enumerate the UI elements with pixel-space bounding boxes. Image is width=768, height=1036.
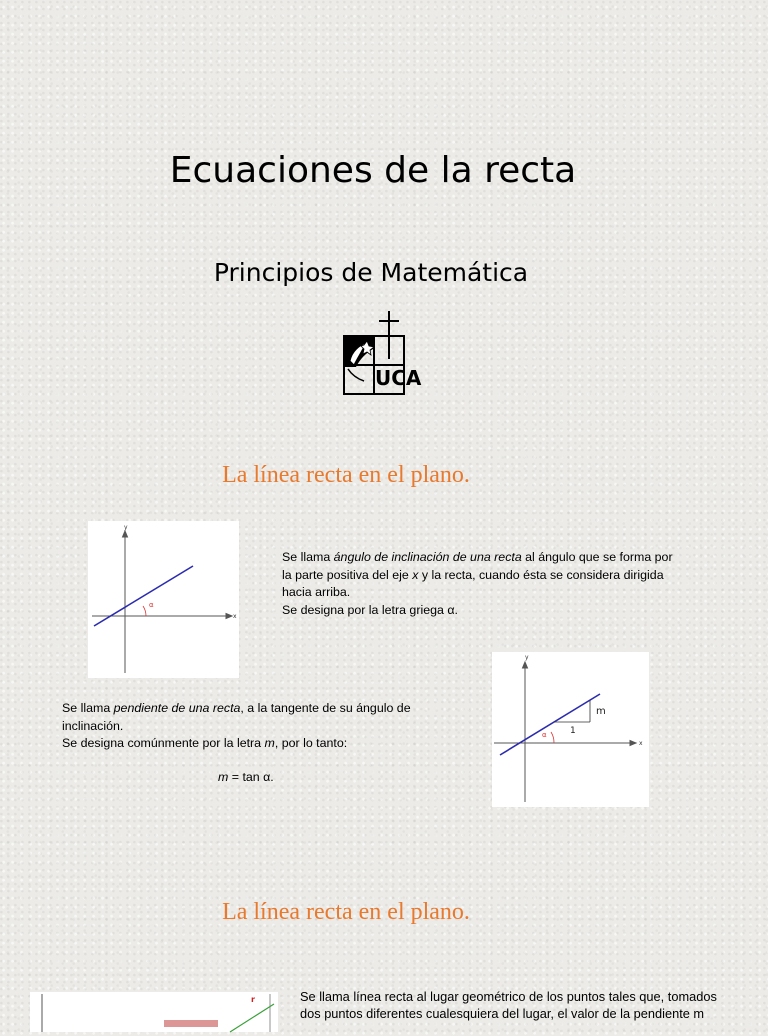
- rise-label: m: [596, 706, 606, 717]
- y-axis-label: y: [124, 524, 128, 531]
- straight-line-2: dos puntos diferentes cualesquiera del lugar, el valor de la pendiente m: [300, 1006, 705, 1021]
- x-axis-label: x: [639, 740, 643, 747]
- inclination-line-1: Se llama ángulo de inclinación de una recta al ángulo que se forma por: [282, 550, 673, 564]
- slope-figure: [492, 652, 649, 807]
- section-heading-2: La línea recta en el plano.: [222, 899, 470, 925]
- run-label: 1: [570, 726, 576, 736]
- page-subtitle: Principios de Matemática: [213, 258, 529, 287]
- x-axis-label: x: [233, 613, 237, 620]
- uca-logo: [342, 309, 422, 403]
- section-heading-1: La línea recta en el plano.: [222, 462, 470, 488]
- slope-formula: m = tan α.: [218, 770, 274, 784]
- y-axis-label: y: [525, 654, 529, 661]
- line-r-label: r: [251, 995, 255, 1004]
- angle-alpha-label: α: [149, 601, 154, 609]
- slope-line-3: Se designa comúnmente por la letra m, por lo tanto:: [62, 736, 348, 750]
- logo-text: UCA: [375, 366, 422, 390]
- page-title: Ecuaciones de la recta: [169, 150, 577, 191]
- straight-line-1: Se llama línea recta al lugar geométrico de los puntos tales que, tomados: [300, 989, 717, 1004]
- inclination-line-3: hacia arriba.: [282, 585, 351, 599]
- straight-line-figure: [30, 992, 278, 1032]
- slope-paragraph: [62, 700, 462, 753]
- slope-line-1: Se llama pendiente de una recta, a la tangente de su ángulo de: [62, 701, 411, 715]
- slope-line-2: inclinación.: [62, 718, 124, 733]
- inclination-line-4: Se designa por la letra griega α.: [282, 602, 458, 617]
- straight-line-paragraph: [300, 988, 740, 1022]
- inclination-line-2: la parte positiva del eje x y la recta, cuando ésta se considera dirigida: [282, 567, 664, 582]
- inclination-angle-figure: [88, 521, 239, 678]
- angle-alpha-label: α: [542, 731, 547, 739]
- inclination-paragraph: [282, 549, 732, 619]
